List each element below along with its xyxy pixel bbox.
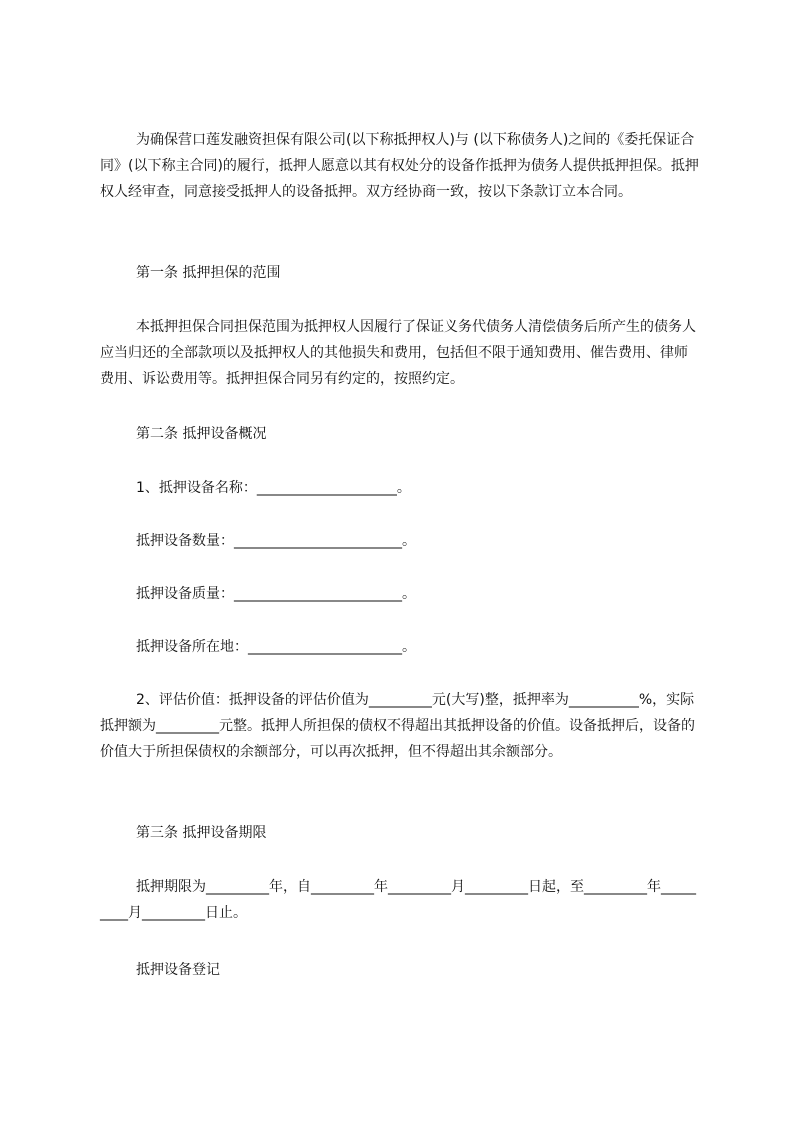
equipment-name-line: 1、抵押设备名称：____________________。 [136, 480, 411, 496]
valuation-paragraph: 2、评估价值：抵押设备的评估价值为_________元(大写)整，抵押率为__________%，实际抵押额为_________元整。抵押人所担保的债权不得超出其抵押设备的价值。设备抵押后，设备的价值大于所担保债权的余额部分，可以再次抵押，但不得超出其余额部分。 [100, 692, 695, 760]
article1-body: 本抵押担保合同担保范围为抵押权人因履行了保证义务代债务人清偿债务后所产生的债务人应当归还的全部款项以及抵押权人的其他损失和费用，包括但不限于通知费用、催告费用、律师费用、诉讼费用等。抵押担保合同另有约定的，按照约定。 [100, 319, 696, 387]
intro-paragraph: 为确保营口莲发融资担保有限公司(以下称抵押权人)与 (以下称债务人)之间的《委托保证合同》(以下称主合同)的履行，抵押人愿意以其有权处分的设备作抵押为债务人提供抵押担保。抵押权人经审查，同意接受抵押人的设备抵押。双方经协商一致，按以下条款订立本合同。 [100, 132, 699, 200]
registration-heading: 抵押设备登记 [136, 962, 220, 978]
equipment-quantity-line: 抵押设备数量：________________________。 [136, 533, 416, 549]
article3-heading: 第三条 抵押设备期限 [136, 825, 267, 841]
article3-body: 抵押期限为_________年，自_________年_________月_________日起，至_________年_________月_________日止。 [100, 879, 696, 921]
article1-heading: 第一条 抵押担保的范围 [136, 265, 281, 281]
article2-heading: 第二条 抵押设备概况 [136, 426, 267, 442]
equipment-quality-line: 抵押设备质量：________________________。 [136, 586, 416, 602]
equipment-location-line: 抵押设备所在地：______________________。 [136, 639, 416, 655]
